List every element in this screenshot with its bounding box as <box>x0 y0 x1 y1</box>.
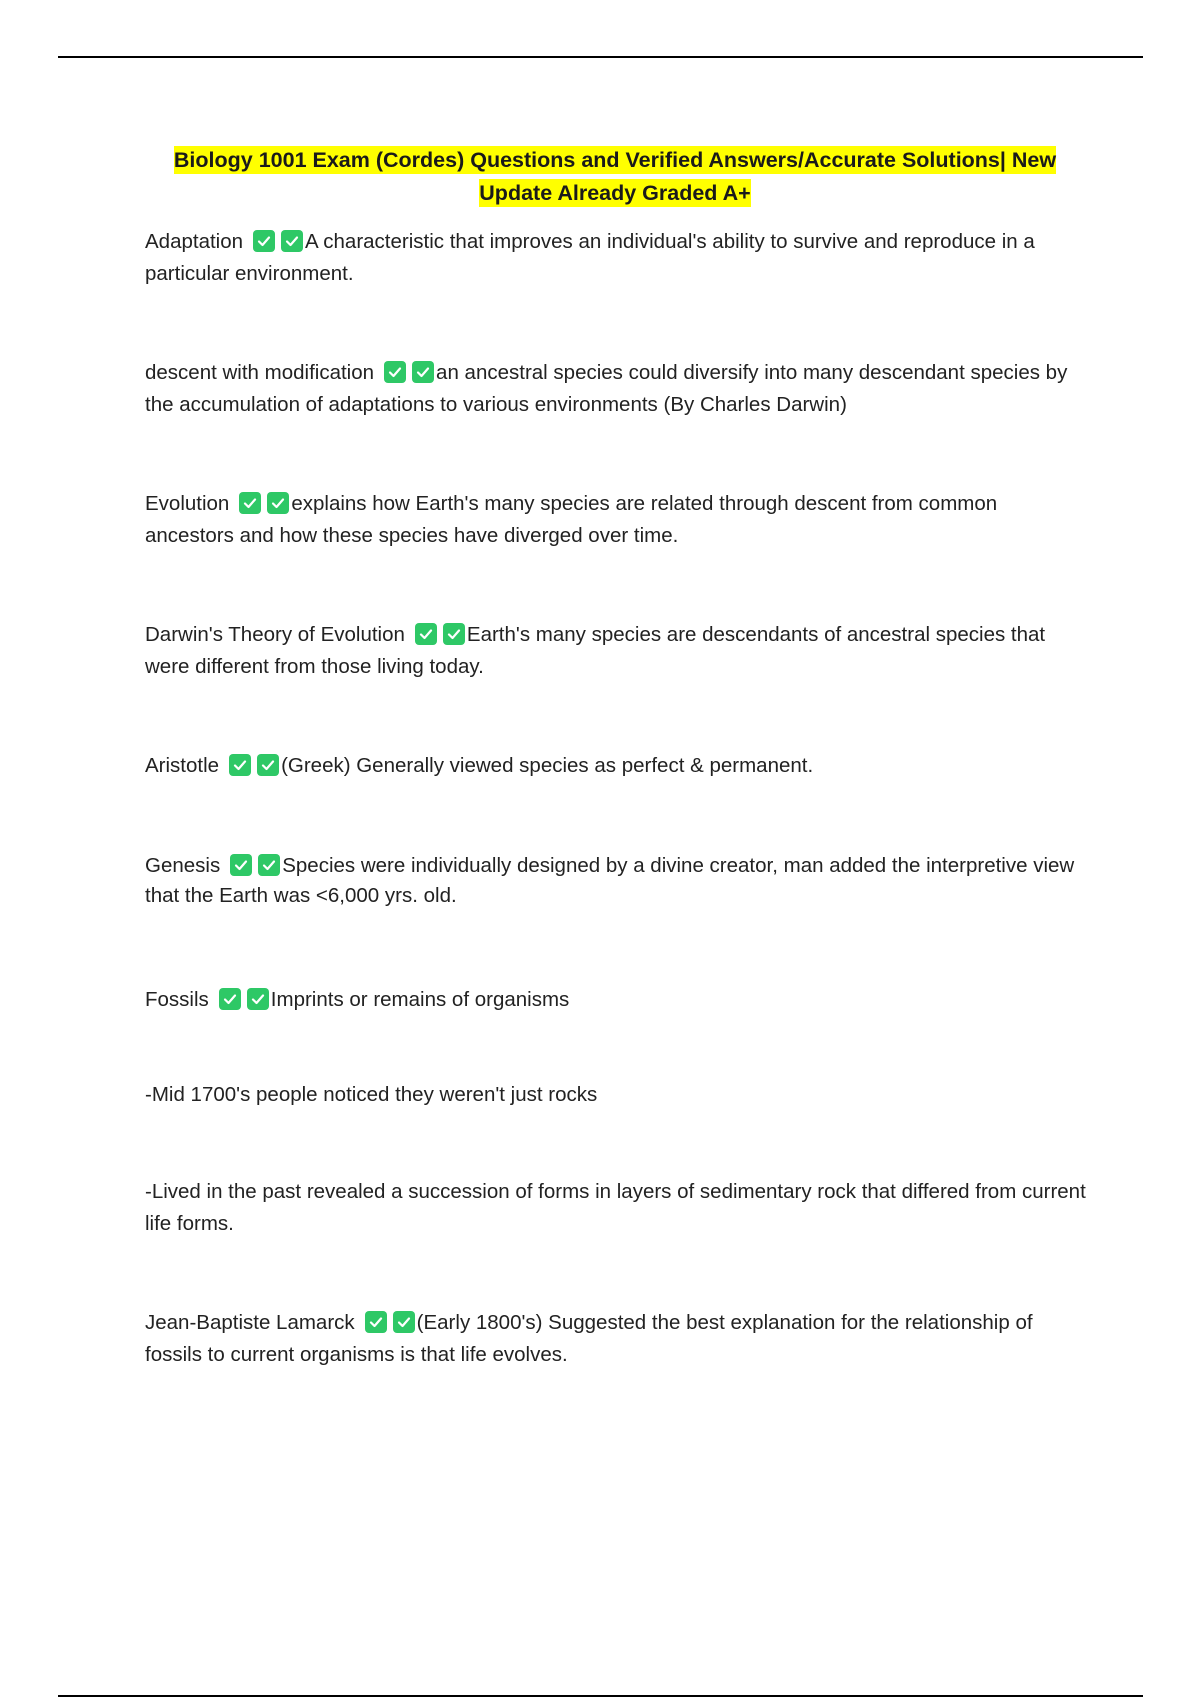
entry-darwins-theory <box>145 619 1090 683</box>
check-box-icon <box>258 854 280 876</box>
entry-definition: Earth's many species are descendants of ancestral species that were different from those living today. <box>145 623 1046 678</box>
entry-definition: Species were individually designed by a divine creator, man added the interpretive view that the Earth was <6,000 yrs. old. <box>145 854 1075 907</box>
check-box-icon <box>267 492 289 514</box>
check-box-icon <box>257 754 279 776</box>
entry-definition: (Greek) Generally viewed species as perfect & permanent. <box>281 754 814 777</box>
check-box-icon <box>365 1311 387 1333</box>
check-box-icon <box>219 988 241 1010</box>
entry-definition: an ancestral species could diversify into many descendant species by the accumulation of adaptations to various environments (By Charles Darwin) <box>145 361 1068 416</box>
check-box-icon <box>230 854 252 876</box>
entry-term: Darwin's Theory of Evolution <box>145 623 405 646</box>
entry-definition: Imprints or remains of organisms <box>270 988 570 1011</box>
check-box-icon <box>253 230 275 252</box>
bottom-rule <box>58 1695 1143 1697</box>
entry-term: Fossils <box>145 988 209 1011</box>
entry-term: Adaptation <box>145 230 244 253</box>
check-box-icon <box>384 361 406 383</box>
entry-definition: (Early 1800's) Suggested the best explanation for the relationship of fossils to current organisms is that life evolves. <box>145 1311 1033 1366</box>
document-title <box>145 144 1085 210</box>
title-line-2: Update Already Graded A+ <box>479 181 751 205</box>
entry-text: -Lived in the past revealed a succession of forms in layers of sedimentary rock that differed from current life forms. <box>145 1180 1086 1235</box>
entry-note-mid-1700s <box>145 1079 1090 1111</box>
entry-definition: explains how Earth's many species are related through descent from common ancestors and how these species have diverged over time. <box>145 492 998 547</box>
entry-term: Genesis <box>145 854 221 877</box>
check-box-icon <box>229 754 251 776</box>
entry-term: Jean-Baptiste Lamarck <box>145 1311 355 1334</box>
entry-note-lived-in-past <box>145 1176 1090 1240</box>
entry-definition: A characteristic that improves an individual's ability to survive and reproduce in a particular environment. <box>145 230 1035 285</box>
entry-term: Evolution <box>145 492 230 515</box>
top-rule <box>58 56 1143 58</box>
entry-genesis <box>145 851 1090 911</box>
check-box-icon <box>412 361 434 383</box>
check-box-icon <box>415 623 437 645</box>
entry-aristotle <box>145 750 1090 782</box>
entry-text: -Mid 1700's people noticed they weren't just rocks <box>145 1083 598 1106</box>
entry-evolution <box>145 488 1090 552</box>
entry-fossils <box>145 984 1090 1016</box>
title-line-1: Biology 1001 Exam (Cordes) Questions and Verified Answers/Accurate Solutions| New <box>173 148 1057 172</box>
entry-adaptation <box>145 226 1090 290</box>
check-box-icon <box>239 492 261 514</box>
check-box-icon <box>281 230 303 252</box>
check-box-icon <box>247 988 269 1010</box>
entry-term: descent with modification <box>145 361 375 384</box>
check-box-icon <box>443 623 465 645</box>
entry-term: Aristotle <box>145 754 220 777</box>
check-box-icon <box>393 1311 415 1333</box>
entry-lamarck <box>145 1307 1090 1371</box>
entry-descent-with-modification <box>145 357 1090 421</box>
